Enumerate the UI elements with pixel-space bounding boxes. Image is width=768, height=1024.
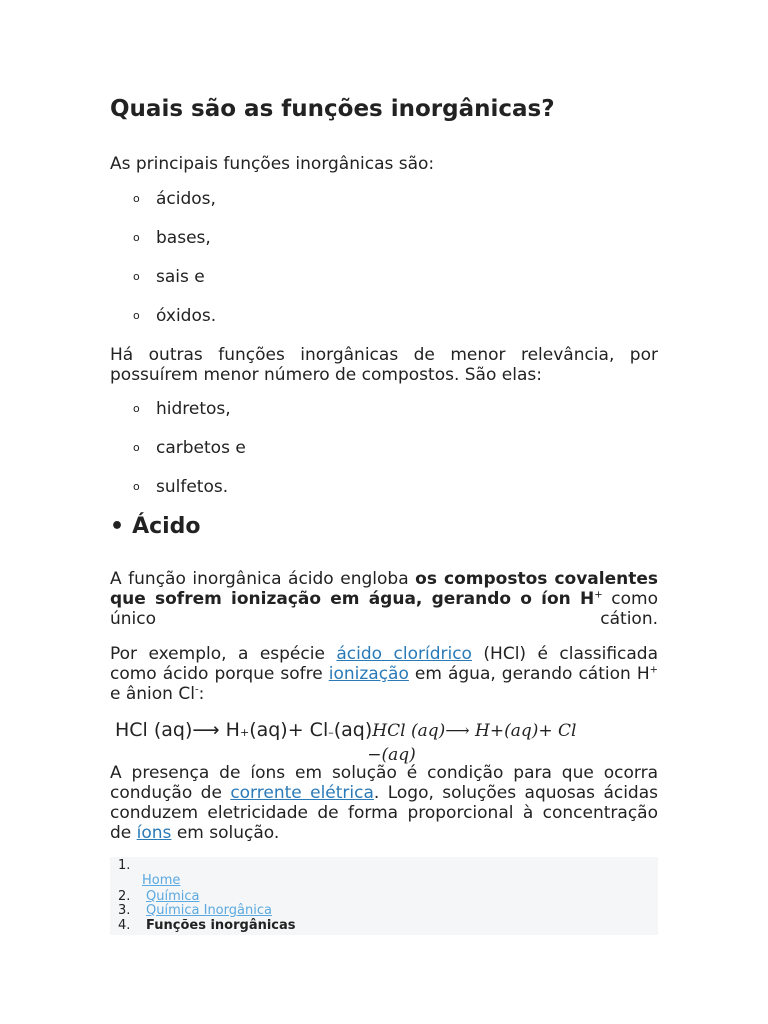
list-item: o óxidos. — [133, 306, 217, 326]
bullet-marker: o — [133, 402, 140, 415]
breadcrumb-number: 1. — [118, 858, 131, 873]
bullet-marker: o — [133, 309, 140, 322]
breadcrumb-number: 4. — [118, 918, 131, 933]
section-heading-text: Ácido — [132, 514, 201, 539]
page-title: Quais são as funções inorgânicas? — [110, 96, 555, 122]
conduction-paragraph: A presença de íons em solução é condição para que ocorra condução de corrente elétrica. Logo, soluções aquosas ácidas conduzem eletricidade de forma proporcional à concentração de íons em solução. — [110, 763, 658, 843]
breadcrumb-number: 2. — [118, 889, 131, 904]
breadcrumb — [110, 857, 658, 935]
link-ions[interactable]: íons — [136, 823, 172, 843]
intro-text: As principais funções inorgânicas são: — [110, 154, 435, 174]
breadcrumb-quimica-inorganica[interactable]: Química Inorgânica — [146, 903, 272, 918]
section-heading-acid — [110, 514, 201, 539]
ionization-equation: HCl (aq)⟶ H+(aq)+ Cl–(aq)HCl (aq)⟶ H+(aq)+ Cl −(aq) — [115, 719, 660, 766]
others-intro-text: Há outras funções inorgânicas de menor relevância, por possuírem menor número de compostos. São elas: — [110, 345, 658, 385]
bullet-marker: o — [133, 231, 140, 244]
list-item: o sais e — [133, 267, 205, 287]
breadcrumb-home[interactable]: Home — [142, 873, 181, 888]
link-ionizacao[interactable]: ionização — [328, 664, 409, 684]
heading-bullet: • — [110, 514, 125, 539]
bullet-marker: o — [133, 441, 140, 454]
acid-definition-paragraph: A função inorgânica ácido engloba os compostos covalentes que sofrem ionização em água, gerando o íon H+ como único cátion. — [110, 569, 658, 629]
list-item: o bases, — [133, 228, 211, 248]
bullet-marker: o — [133, 270, 140, 283]
list-item: o carbetos e — [133, 438, 246, 458]
link-corrente-eletrica[interactable]: corrente elétrica — [230, 783, 374, 803]
link-acido-cloridrico[interactable]: ácido clorídrico — [336, 644, 472, 664]
breadcrumb-quimica[interactable]: Química — [146, 889, 200, 904]
breadcrumb-number: 3. — [118, 903, 131, 918]
equation-math-line1: HCl (aq)⟶ H+(aq)+ Cl — [372, 721, 577, 741]
list-item: o sulfetos. — [133, 477, 229, 497]
equation-math-line2: −(aq) — [367, 745, 416, 765]
list-item: o hidretos, — [133, 399, 231, 419]
bullet-marker: o — [133, 192, 140, 205]
bullet-marker: o — [133, 480, 140, 493]
list-item: o ácidos, — [133, 189, 216, 209]
acid-example-paragraph: Por exemplo, a espécie ácido clorídrico (HCl) é classificada como ácido porque sofre ionização em água, gerando cátion H+ e ânion Cl-: — [110, 644, 659, 704]
breadcrumb-current: Funções inorgânicas — [146, 918, 296, 933]
